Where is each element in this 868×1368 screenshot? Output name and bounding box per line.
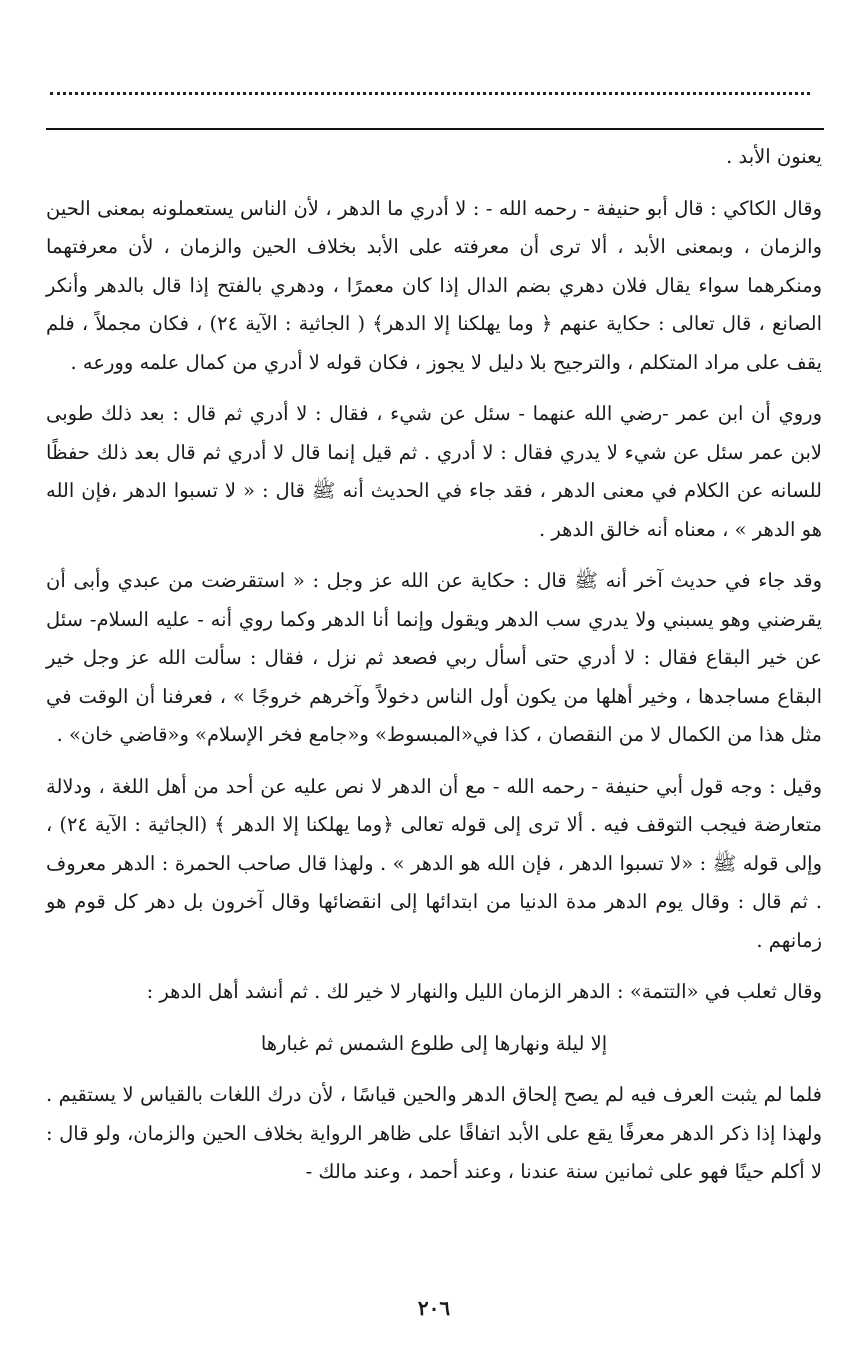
poem-verse: إلا ليلة ونهارها إلى طلوع الشمس ثم غبارها	[260, 1031, 608, 1055]
footnote-separator-line	[46, 128, 824, 130]
paragraph: وقال الكاكي : قال أبو حنيفة - رحمه الله - : لا أدري ما الدهر ، لأن الناس يستعملونه بمعنى الحين والزمان ، وبمعنى الأبد ، ألا ترى أن معرفته على الأبد بخلاف الحين والزمان ، لأن معرفتهما ومنكرهما سواء يقال فلان دهري بضم الدال إذا كان معمرًا ، ودهري بالفتح إذا قال بالدهر وأنكر الصانع ، قال تعالى : حكاية عنهم ﴿ وما يهلكنا إلا الدهر﴾ ( الجاثية : الآية ٢٤) ، فكان مجملاً ، فلم يقف على مراد المتكلم ، والترجيح بلا دليل لا يجوز ، فكان قوله لا أدري من كمال علمه وورعه .	[46, 196, 822, 374]
paragraph: وروي أن ابن عمر -رضي الله عنهما - سئل عن شيء ، فقال : لا أدري ثم قال : بعد ذلك طوبى لابن عمر سئل عن شيء لا يدري فقال : لا أدري . ثم قيل إنما قال لا أدري ثم قال بعد ذلك حفظًا للسانه عن الكلام في معنى الدهر ، فقد جاء في الحديث أنه ﷺ قال : « لا تسبوا الدهر ،فإن الله هو الدهر » ، معناه أنه خالق الدهر .	[46, 402, 822, 541]
paragraph: وقيل : وجه قول أبي حنيفة - رحمه الله - مع أن الدهر لا نص عليه عن أحد من أهل اللغة ، ودلالة متعارضة فيجب التوقف فيه . ألا ترى إلى قوله تعالى ﴿وما يهلكنا إلا الدهر ﴾ (الجاثية : الآية ٢٤) ، وإلى قوله ﷺ : «لا تسبوا الدهر ، فإن الله هو الدهر » . ولهذا قال صاحب الحمرة : الدهر معروف . ثم قال : وقال يوم الدهر مدة الدنيا من ابتدائها إلى انقضائها وقال آخرون بل دهر كل قوم هو زمانهم .	[46, 774, 822, 952]
paragraph: وقال ثعلب في «التتمة» : الدهر الزمان الليل والنهار لا خير لك . ثم أنشد أهل الدهر :	[146, 980, 822, 1003]
paragraph: وقد جاء في حديث آخر أنه ﷺ قال : حكاية عن الله عز وجل : « استقرضت من عبدي وأبى أن يقرضني وهو يسبني ولا يدري سب الدهر ويقول وإنما أنا الدهر وكما روي أنه - عليه السلام- سئل عن خير البقاع فقال : لا أدري حتى أسأل ربي فصعد ثم نزل ، فقال : سألت الله عز وجل خير البقاع مساجدها ، وخير أهلها من يكون أول الناس دخولاً وآخرهم خروجًا » ، فعرفنا أن الوقت في مثل هذا من الكمال لا من النقصان ، كذا في«المبسوط» و«جامع فخر الإسلام» و«قاضي خان» .	[46, 569, 822, 746]
dotted-separator	[50, 92, 810, 95]
body-text	[46, 138, 822, 1192]
paragraph: يعنون الأبد .	[726, 145, 822, 168]
paragraph: فلما لم يثبت العرف فيه لم يصح إلحاق الدهر والحين قياسًا ، لأن درك اللغات بالقياس لا يستقيم . ولهذا إذا ذكر الدهر معرفًا يقع على الأبد اتفاقًا على ظاهر الرواية بخلاف الحين والزمان، ولو قال : لا أكلم حينًا فهو على ثمانين سنة عندنا ، وعند أحمد ، وعند مالك -	[46, 1083, 822, 1183]
page-number: ٢٠٦	[417, 1296, 451, 1320]
